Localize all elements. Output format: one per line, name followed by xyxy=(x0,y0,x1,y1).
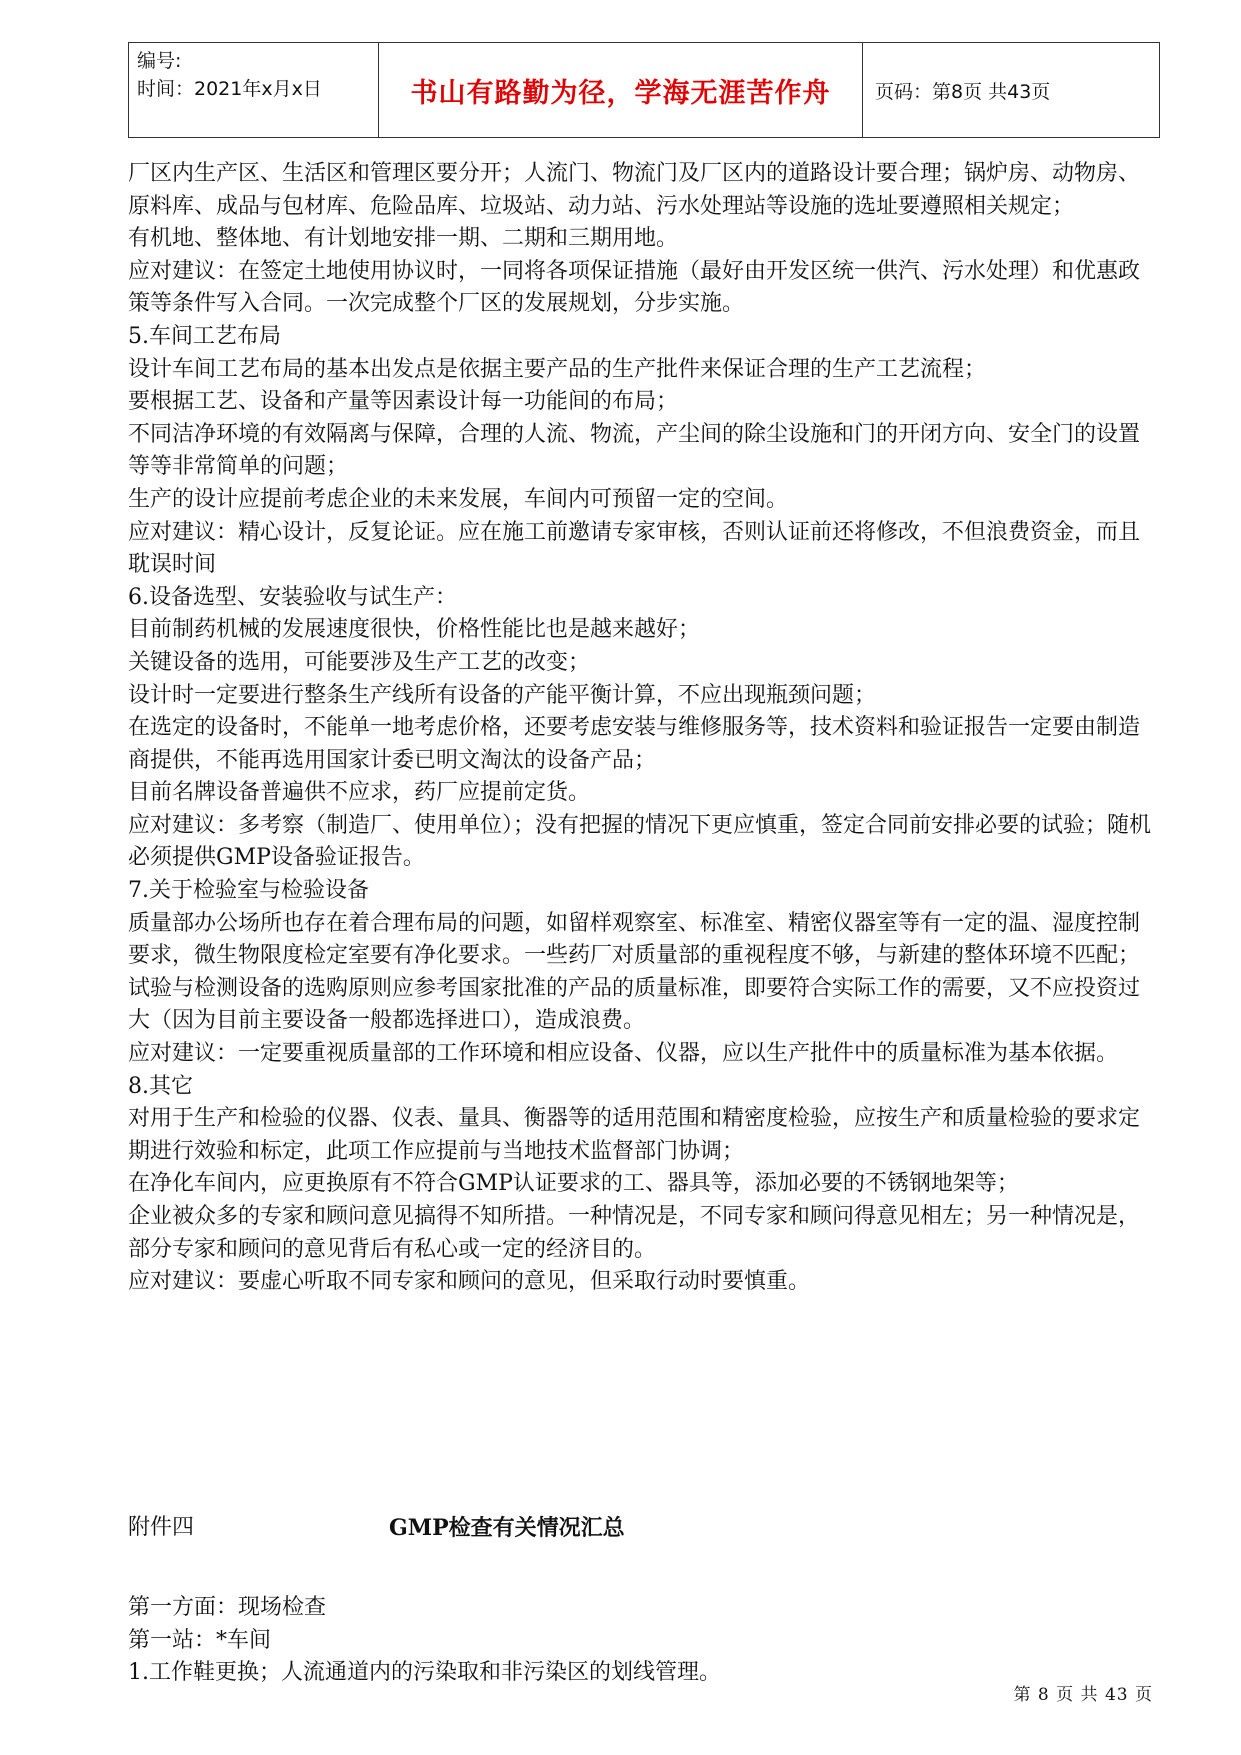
annex-line: 1.工作鞋更换；人流通道内的污染取和非污染区的划线管理。 xyxy=(128,1660,721,1686)
paragraph: 关键设备的选用，可能要涉及生产工艺的改变； xyxy=(128,649,591,675)
paragraph: 生产的设计应提前考虑企业的未来发展，车间内可预留一定的空间。 xyxy=(128,486,789,512)
annex-title: GMP检查有关情况汇总 xyxy=(389,1515,625,1541)
paragraph: 目前制药机械的发展速度很快，价格性能比也是越来越好； xyxy=(128,617,701,643)
paragraph: 企业被众多的专家和顾问意见搞得不知所措。一种情况是，不同专家和顾问得意见相左；另一种情况是，部分专家和顾问的意见背后有私心或一定的经济目的。 xyxy=(128,1204,1141,1262)
paragraph: 试验与检测设备的选购原则应参考国家批准的产品的质量标准，即要符合实际工作的需要，又不应投资过大（因为目前主要设备一般都选择进口），造成浪费。 xyxy=(128,975,1141,1034)
document-body xyxy=(128,158,1158,1299)
section-heading: 6.设备选型、安装验收与试生产： xyxy=(128,584,457,610)
annex-body xyxy=(128,1592,1158,1690)
paragraph: 设计时一定要进行整条生产线所有设备的产能平衡计算，不应出现瓶颈问题； xyxy=(128,682,877,708)
time-label: 时间：2021年x月x日 xyxy=(137,78,322,100)
paragraph: 设计车间工艺布局的基本出发点是依据主要产品的生产批件来保证合理的生产工艺流程； xyxy=(128,356,987,382)
section-heading: 7.关于检验室与检验设备 xyxy=(128,878,369,904)
paragraph: 应对建议：在签定土地使用协议时，一同将各项保证措施（最好由开发区统一供汽、污水处理）和优惠政策等条件写入合同。一次完成整个厂区的发展规划，分步实施。 xyxy=(128,258,1141,317)
annex-section xyxy=(128,1512,1158,1544)
annex-label: 附件四 xyxy=(128,1515,195,1540)
section-heading: 5.车间工艺布局 xyxy=(128,323,281,349)
annex-line: 第一方面：现场检查 xyxy=(128,1595,327,1620)
paragraph: 目前名牌设备普遍供不应求，药厂应提前定货。 xyxy=(128,780,591,806)
page-header xyxy=(128,42,1160,138)
paragraph: 在选定的设备时，不能单一地考虑价格，还要考虑安装与维修服务等，技术资料和验证报告一定要由制造商提供，不能再选用国家计委已明文淘汰的设备产品； xyxy=(128,715,1141,773)
paragraph: 质量部办公场所也存在着合理布局的问题，如留样观察室、标准室、精密仪器室等有一定的温、湿度控制要求，微生物限度检定室要有净化要求。一些药厂对质量部的重视程度不够，与新建的整体环境不匹配； xyxy=(128,910,1141,969)
header-page-label: 页码：第8页 共43页 xyxy=(875,80,1051,103)
paragraph: 厂区内生产区、生活区和管理区要分开；人流门、物流门及厂区内的道路设计要合理；锅炉房、动物房、原料库、成品与包材库、危险品库、垃圾站、动力站、污水处理站等设施的选址要遵照相关规定； xyxy=(128,161,1141,219)
paragraph: 应对建议：要虚心听取不同专家和顾问的意见，但采取行动时要慎重。 xyxy=(128,1269,811,1295)
section-heading: 8.其它 xyxy=(128,1073,193,1099)
paragraph: 应对建议：多考察（制造厂、使用单位）；没有把握的情况下更应慎重，签定合同前安排必要的试验；随机必须提供GMP设备验证报告。 xyxy=(128,812,1152,871)
paragraph: 对用于生产和检验的仪器、仪表、量具、衡器等的适用范围和精密度检验，应按生产和质量检验的要求定期进行效验和标定，此项工作应提前与当地技术监督部门协调； xyxy=(128,1106,1141,1164)
number-label: 编号: xyxy=(137,50,182,72)
header-motto: 书山有路勤为径，学海无涯苦作舟 xyxy=(379,43,863,137)
paragraph: 不同洁净环境的有效隔离与保障，合理的人流、物流，产尘间的除尘设施和门的开闭方向、安全门的设置等等非常简单的问题； xyxy=(128,421,1141,480)
annex-heading xyxy=(128,1512,1158,1544)
page-footer: 第 8 页 共 43 页 xyxy=(1013,1685,1153,1705)
header-meta xyxy=(129,43,379,137)
paragraph: 应对建议：一定要重视质量部的工作环境和相应设备、仪器，应以生产批件中的质量标准为基本依据。 xyxy=(128,1041,1119,1067)
annex-line: 第一站：*车间 xyxy=(128,1627,272,1653)
paragraph: 有机地、整体地、有计划地安排一期、二期和三期用地。 xyxy=(128,226,679,252)
paragraph: 应对建议：精心设计，反复论证。应在施工前邀请专家审核，否则认证前还将修改，不但浪费资金，而且耽误时间 xyxy=(128,519,1141,578)
paragraph: 在净化车间内，应更换原有不符合GMP认证要求的工、器具等，添加必要的不锈钢地架等； xyxy=(128,1171,1019,1197)
paragraph: 要根据工艺、设备和产量等因素设计每一功能间的布局； xyxy=(128,389,679,415)
